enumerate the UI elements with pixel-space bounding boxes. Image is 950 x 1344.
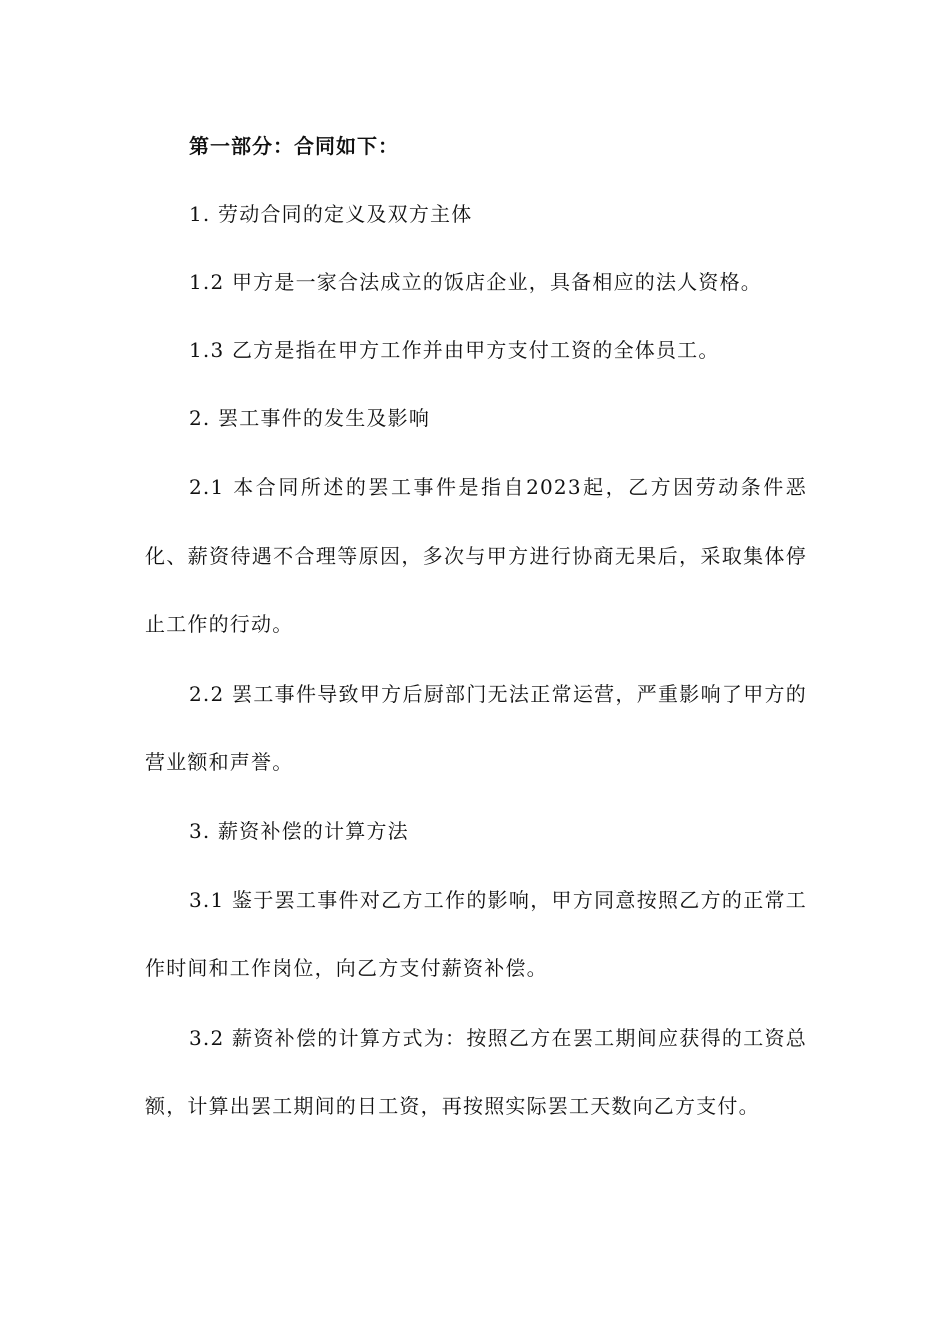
clause-2-title: 2. 罢工事件的发生及影响: [189, 406, 431, 430]
clause-1-title: 1. 劳动合同的定义及双方主体: [189, 202, 473, 226]
document-body: [145, 133, 807, 1162]
section-heading: 第一部分：合同如下：: [189, 134, 399, 158]
clause-2-1: 2.1 本合同所述的罢工事件是指自2023起，乙方因劳动条件恶化、薪资待遇不合理等原因，多次与甲方进行协商无果后，采取集体停止工作的行动。: [145, 475, 807, 636]
clause-1-2: 1.2 甲方是一家合法成立的饭店企业，具备相应的法人资格。: [189, 270, 762, 294]
clause-3-1: 3.1 鉴于罢工事件对乙方工作的影响，甲方同意按照乙方的正常工作时间和工作岗位，向乙方支付薪资补偿。: [145, 887, 807, 980]
clause-1-3: 1.3 乙方是指在甲方工作并由甲方支付工资的全体员工。: [189, 338, 720, 362]
clause-2-2: 2.2 罢工事件导致甲方后厨部门无法正常运营，严重影响了甲方的营业额和声誉。: [145, 681, 807, 774]
clause-3-title: 3. 薪资补偿的计算方法: [189, 818, 409, 843]
clause-3-2: 3.2 薪资补偿的计算方式为：按照乙方在罢工期间应获得的工资总额，计算出罢工期间的日工资，再按照实际罢工天数向乙方支付。: [145, 1025, 807, 1118]
